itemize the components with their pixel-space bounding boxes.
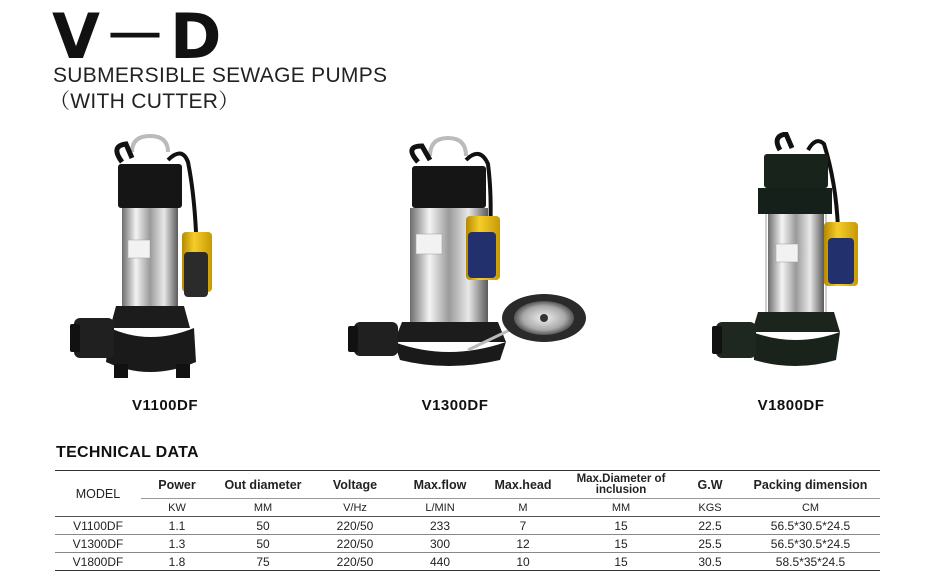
unit-packing-dimension: CM (741, 499, 880, 517)
page-subtitle-cutter: （WITH CUTTER） (49, 90, 240, 113)
unit-max-diameter-inclusion: MM (563, 499, 679, 517)
cell-model: V1100DF (73, 518, 123, 533)
cell-gw: 22.5 (698, 518, 722, 533)
technical-data-title: TECHNICAL DATA (56, 444, 199, 461)
unit-max-flow: L/MIN (397, 499, 483, 517)
cell-max-head: 10 (516, 554, 530, 569)
cell-gw: 30.5 (698, 554, 722, 569)
table-row (55, 535, 880, 553)
table-header-row (55, 471, 880, 499)
cell-max-flow: 300 (429, 536, 451, 551)
cell-gw: 25.5 (698, 536, 722, 551)
pump-image-v1800df (712, 132, 872, 382)
column-header-voltage: Voltage (332, 477, 378, 492)
table-units-row (55, 499, 880, 517)
column-header-model: MODEL (75, 486, 121, 501)
cell-out-diameter: 50 (256, 536, 270, 551)
cell-model: V1300DF (72, 536, 124, 551)
pump-image-v1300df (348, 136, 588, 372)
unit-gw: KGS (679, 499, 741, 517)
column-header-gw: G.W (697, 477, 723, 492)
page-title: V－D (52, 0, 226, 73)
cell-max-head: 7 (519, 518, 527, 533)
cell-voltage: 220/50 (336, 536, 374, 551)
technical-data-table (55, 470, 880, 571)
column-header-max-head: Max.head (494, 477, 552, 492)
cell-max-diameter: 15 (614, 536, 628, 551)
product-model-v1800df: V1800DF (757, 397, 825, 414)
cell-packing: 58.5*35*24.5 (775, 554, 846, 569)
product-model-v1100df: V1100DF (131, 397, 199, 414)
cell-packing: 56.5*30.5*24.5 (770, 518, 851, 533)
cell-out-diameter: 75 (256, 554, 270, 569)
cell-max-head: 12 (516, 536, 530, 551)
cell-max-diameter: 15 (614, 518, 628, 533)
cell-voltage: 220/50 (336, 518, 374, 533)
table-row (55, 517, 880, 535)
unit-voltage: V/Hz (313, 499, 397, 517)
unit-out-diameter: MM (213, 499, 313, 517)
cell-power: 1.8 (168, 554, 186, 569)
cell-packing: 56.5*30.5*24.5 (770, 536, 851, 551)
table-row (55, 553, 880, 571)
column-header-max-diameter-inclusion: Max.Diameter of inclusion (576, 472, 666, 496)
unit-max-head: M (483, 499, 563, 517)
unit-power: KW (141, 499, 213, 517)
cell-max-flow: 233 (429, 518, 451, 533)
cell-power: 1.3 (168, 536, 186, 551)
cell-max-diameter: 15 (614, 554, 628, 569)
pump-image-v1100df (70, 132, 230, 382)
cell-max-flow: 440 (429, 554, 451, 569)
cell-out-diameter: 50 (256, 518, 270, 533)
column-header-packing-dimension: Packing dimension (753, 477, 868, 492)
column-header-out-diameter: Out diameter (224, 477, 302, 492)
cell-voltage: 220/50 (336, 554, 374, 569)
cell-power: 1.1 (168, 518, 186, 533)
column-header-power: Power (158, 477, 196, 492)
page-subtitle: SUBMERSIBLE SEWAGE PUMPS (53, 64, 388, 87)
cell-model: V1800DF (72, 554, 124, 569)
product-model-v1300df: V1300DF (421, 397, 489, 414)
column-header-max-flow: Max.flow (413, 477, 467, 492)
